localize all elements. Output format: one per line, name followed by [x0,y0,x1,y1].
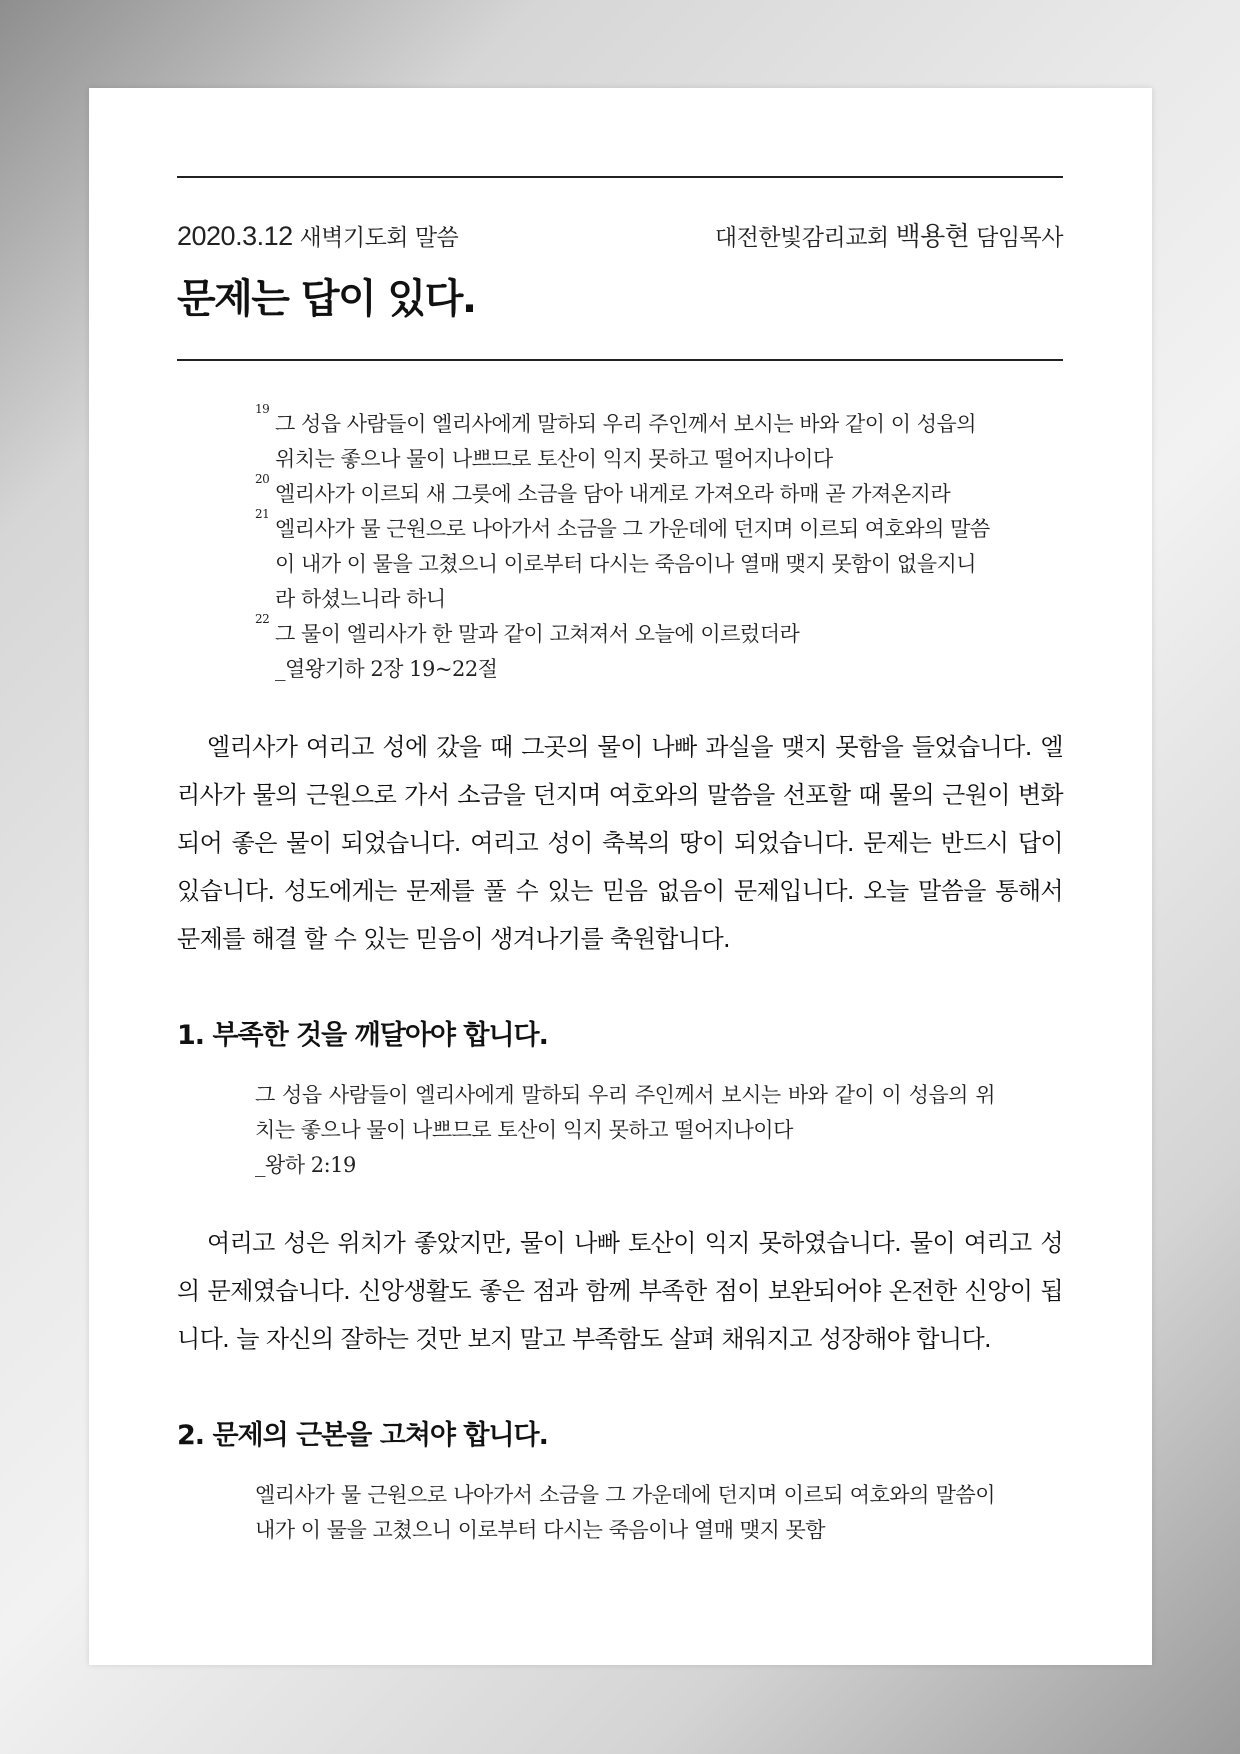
section-body-1: 여리고 성은 위치가 좋았지만, 물이 나빠 토산이 익지 못하였습니다. 물이 여리고 성의 문제였습니다. 신앙생활도 좋은 점과 함께 부족한 점이 보완되어야 온전한 신앙이 됩니다. 늘 자신의 잘하는 것만 보지 말고 부족함도 살펴 채워지고 성장해야 합니다. [177,1229,1063,1353]
section-quote-1 [255,1078,995,1183]
page-content [177,176,1063,1548]
verse-text: 그 물이 엘리사가 한 말과 같이 고쳐져서 오늘에 이르렀더라 [275,622,800,646]
quote-reference: _왕하 2:19 [255,1153,356,1177]
section-heading-1: 1. 부족한 것을 깨달아야 합니다. [177,1020,548,1051]
intro-paragraph: 엘리사가 여리고 성에 갔을 때 그곳의 물이 나빠 과실을 맺지 못함을 들었습니다. 엘리사가 물의 근원으로 가서 소금을 던지며 여호와의 말씀을 선포할 때 물의 근원이 변화되어 좋은 물이 되었습니다. 여리고 성이 축복의 땅이 되었습니다. 문제는 반드시 답이 있습니다. 성도에게는 문제를 풀 수 있는 믿음 없음이 문제입니다. 오늘 말씀을 통해서 문제를 해결 할 수 있는 믿음이 생겨나기를 축원합니다. [177,733,1063,953]
preacher-line [715,216,1063,253]
verse-number: 21 [255,507,270,521]
sermon-date-line [177,219,458,252]
verse-number: 19 [255,402,270,416]
sermon-date: 2020.3.12 [177,221,293,251]
verse [255,402,995,477]
document-page [89,88,1152,1665]
sermon-title: 문제는 답이 있다. [177,276,476,322]
verse [255,472,995,512]
quote-text: 그 성읍 사람들이 엘리사에게 말하되 우리 주인께서 보시는 바와 같이 이 성읍의 위치는 좋으나 물이 나쁘므로 토산이 익지 못하고 떨어지나이다 [255,1083,995,1142]
verse-text: 엘리사가 이르되 새 그릇에 소금을 담아 내게로 가져오라 하매 곧 가져온지라 [275,482,951,506]
sermon-meta [177,216,1063,253]
service-name: 새벽기도회 말씀 [299,225,459,251]
verse-text: 엘리사가 물 근원으로 나아가서 소금을 그 가운데에 던지며 이르되 여호와의 말씀이 내가 이 물을 고쳤으니 이로부터 다시는 죽음이나 열매 맺지 못함이 없을지니라 하셨느니라 하니 [275,517,990,611]
church-name: 대전한빛감리교회 [714,225,889,251]
verse-text: 그 성읍 사람들이 엘리사에게 말하되 우리 주인께서 보시는 바와 같이 이 성읍의 위치는 좋으나 물이 나쁘므로 토산이 익지 못하고 떨어지나이다 [275,412,977,471]
pastor-title: 담임목사 [976,225,1063,251]
quote-text: 엘리사가 물 근원으로 나아가서 소금을 그 가운데에 던지며 이르되 여호와의 말씀이 내가 이 물을 고쳤으니 이로부터 다시는 죽음이나 열매 맺지 못함 [255,1483,995,1542]
scripture-passage [255,402,995,687]
title-rule [177,359,1063,361]
top-rule [177,176,1063,178]
scripture-reference: _열왕기하 2장 19~22절 [275,657,498,681]
verse-number: 22 [255,612,270,626]
pastor-name: 백용현 [895,222,970,252]
section-heading-2: 2. 문제의 근본을 고쳐야 합니다. [177,1420,548,1451]
section-quote-2 [255,1478,995,1548]
verse [255,507,995,617]
verse-number: 20 [255,472,270,486]
verse [255,612,995,652]
